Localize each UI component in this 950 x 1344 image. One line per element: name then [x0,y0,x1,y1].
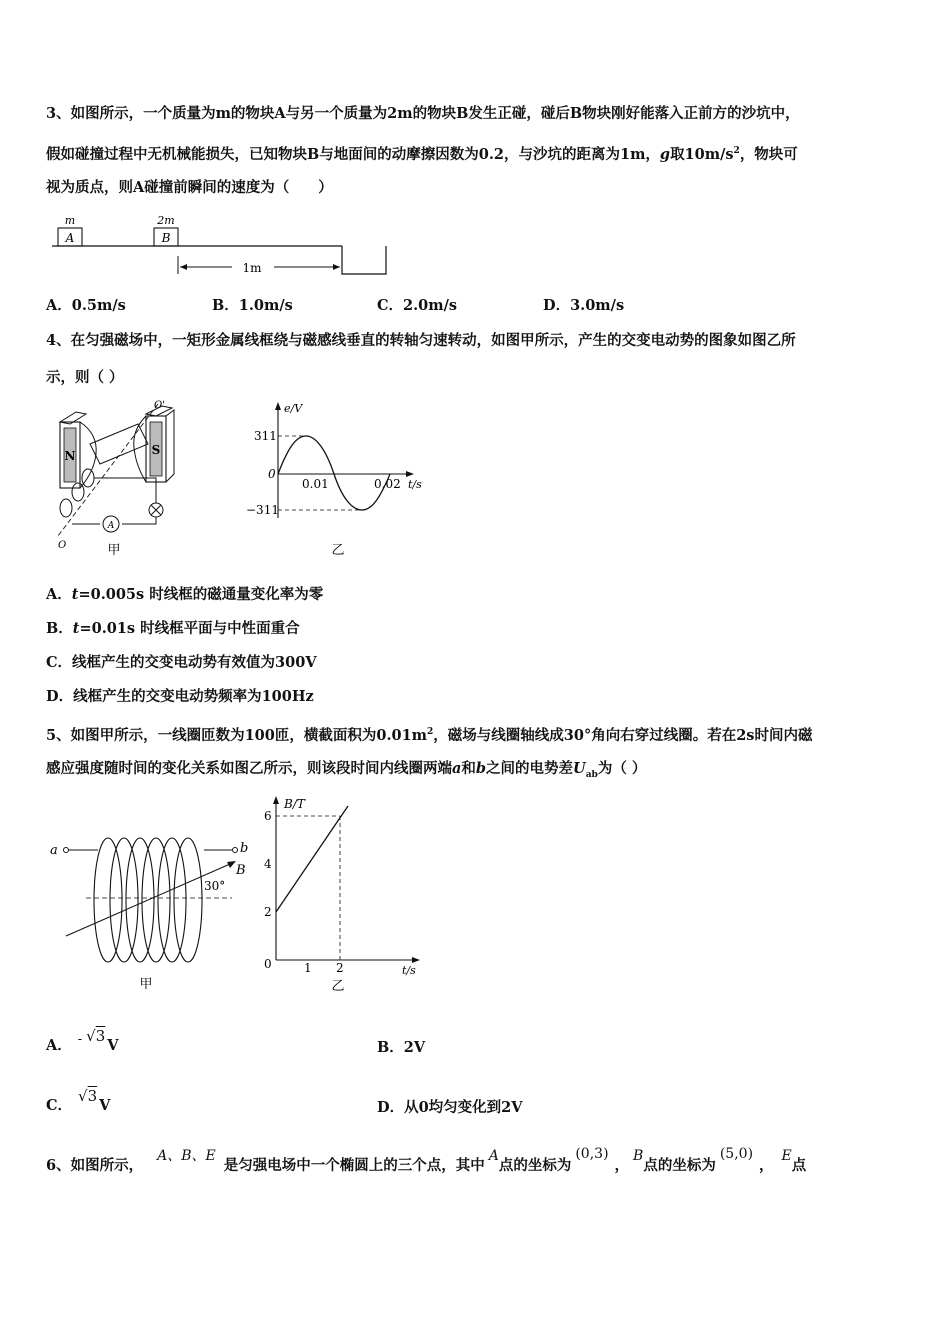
q4-option-b[interactable] [46,619,300,639]
q5-var-b: b [475,760,487,777]
q5-sub: ab [585,769,598,780]
mass-b-label: 2m [157,214,175,227]
q5-c-unit: V [99,1097,111,1114]
q3-line-1: 3、如图所示，一个质量为m的物块A与另一个质量为2m的物块B发生正碰，碰后B物块刚好能落入正前方的沙坑中， [46,105,800,122]
q4-option-c[interactable] [46,653,317,673]
q6-comma-1: ， [614,1157,630,1174]
q5-line-1 [46,722,910,746]
q4-c-prefix: C． [46,654,73,671]
q5-y4: 4 [264,857,272,871]
q3-sup: 2 [733,146,740,156]
q5-option-d[interactable]: D．从0均匀变化到2V [377,1099,523,1116]
q6-lead: 6、如图所示， [46,1157,144,1174]
q5-a-root: 3 [95,1027,106,1045]
q6-t1: 点的坐标为 [498,1157,572,1174]
q5-a-minus: - [77,1032,83,1047]
q4-a-prefix: A． [46,586,72,603]
q4-t2: 0.02 [374,477,401,491]
q6-point-b: B [633,1148,644,1164]
coil-end-a: a [50,843,58,858]
q4-line-1: 4、在匀强磁场中，一矩形金属线框绕与磁感线垂直的转轴匀速转动，如图甲所示，产生的交变电动势的图象如图乙所 [46,332,796,349]
q3-line-2c: ，物块可 [739,145,798,163]
q4-a-text: =0.005s 时线框的磁通量变化率为零 [78,586,324,603]
axis-bottom-label: O [58,540,67,551]
q5-var-u: U [573,760,586,777]
q5-ylabel: B/T [284,797,305,811]
distance-label: 1m [242,261,262,275]
q4-generator-figure [46,398,206,558]
q5-line-2d: 为（ ） [597,760,647,777]
q3-line-2b: 取10m/s [670,145,734,163]
q3-line-2a: 假如碰撞过程中无机械能损失，已知物块B与地面间的动摩擦因数为0.2，与沙坑的距离为1m， [46,145,660,163]
field-b-label: B [236,863,246,878]
q5-c-prefix: C． [46,1097,73,1114]
q4-caption-right: 乙 [331,543,345,558]
pole-s: S [151,443,161,457]
q5-option-a[interactable]: A． - √3V [46,1027,119,1054]
q4-ylabel: e/V [284,402,303,415]
q4-xlabel: t/s [408,478,422,491]
q4-origin: 0 [268,467,276,481]
q5-c-root: 3 [87,1087,98,1105]
q4-b-var: t [72,620,80,637]
block-a-label: A [65,231,75,245]
ammeter-label: A [107,521,115,531]
q6-comma-2: ， [759,1157,774,1174]
axis-top-label: O' [154,400,165,411]
q5-option-b[interactable]: B．2V [377,1039,426,1056]
emf-sine-curve [278,436,390,510]
angle-label: 30° [204,879,226,893]
q5-y2: 2 [264,905,272,919]
q3-option-c[interactable]: C．2.0m/s [377,297,458,314]
q6-line-1 [46,1146,910,1180]
q5-x2: 2 [336,961,344,975]
q5-line-2a: 感应强度随时间的变化关系如图乙所示，则该段时间内线圈两端 [46,760,452,777]
q3-option-b[interactable]: B．1.0m/s [212,297,293,314]
q4-ymin: −311 [246,503,279,517]
q5-caption-right: 乙 [331,979,345,994]
q5-sup: 2 [427,727,434,737]
q5-line-1b: ，磁场与线圈轴线成30°角向右穿过线圈。若在2s时间内磁 [433,726,813,744]
q5-a-unit: V [107,1037,119,1054]
q5-line-2b: 和 [461,760,476,777]
q3-line-3: 视为质点，则A碰撞前瞬间的速度为（ ） [46,179,333,196]
q4-d-prefix: D． [46,688,74,705]
q5-option-c[interactable]: C．√3V [46,1087,111,1114]
q4-option-d[interactable] [46,687,314,707]
q5-y6: 6 [264,809,272,823]
q3-figure [46,210,396,280]
q6-points: A、B、E [157,1148,216,1164]
q6-t2: 点的坐标为 [643,1157,716,1174]
q5-var-a: a [452,760,462,777]
q5-xlabel: t/s [402,964,416,977]
q6-point-e: E [781,1148,792,1164]
q6-t3: 点 [791,1157,807,1174]
q6-coord-b: (5,0) [719,1146,754,1162]
q4-caption-left: 甲 [107,543,121,558]
q5-x1: 1 [304,961,312,975]
q5-line-2 [46,759,910,785]
q3-option-d[interactable]: D．3.0m/s [543,297,625,314]
q6-coord-a: (0,3) [575,1146,609,1162]
coil-end-b: b [240,841,249,856]
q4-ymax: 311 [254,429,277,443]
q6-point-a: A [488,1148,499,1164]
q3-g-var: g [659,145,671,163]
mass-a-label: m [64,214,76,227]
q5-bt-graph [258,790,438,1000]
sand-pit [342,246,386,274]
q5-line-2c: 之间的电势差 [486,760,574,777]
q5-origin: 0 [264,957,272,971]
q4-emf-graph [240,398,440,558]
q4-b-prefix: B． [46,620,73,637]
q4-t1: 0.01 [302,477,329,491]
block-b-label: B [161,231,171,245]
q4-c-text: 线框产生的交变电动势有效值为300V [72,654,317,671]
q4-d-text: 线框产生的交变电动势频率为100Hz [73,688,314,705]
q4-a-var: t [71,586,79,603]
pole-n: N [64,449,76,463]
q5-coil-figure [46,820,256,995]
q4-b-text: =0.01s 时线框平面与中性面重合 [79,620,300,637]
q5-a-prefix: A． [46,1037,72,1054]
q3-line-2 [46,141,910,165]
bt-line [276,806,348,912]
q5-line-1a: 5、如图甲所示，一线圈匝数为100匝，横截面积为0.01m [46,726,428,744]
q6-mid: 是匀强电场中一个椭圆上的三个点，其中 [223,1157,485,1174]
q5-caption-left: 甲 [139,977,153,992]
q4-option-a[interactable] [46,585,323,605]
q3-option-a[interactable]: A．0.5m/s [46,297,126,314]
q4-line-2: 示，则（ ） [46,369,124,386]
